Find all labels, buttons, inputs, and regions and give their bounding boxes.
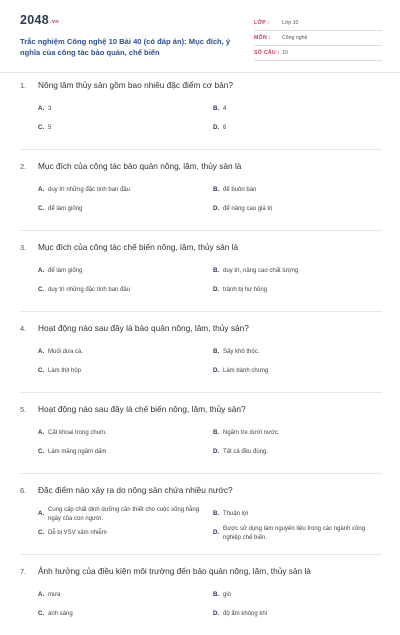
- option-text: gió: [223, 592, 232, 599]
- option-text: để làm giống: [48, 206, 83, 213]
- logo-main: 2048: [20, 13, 50, 27]
- option-text: để làm giống: [48, 268, 83, 275]
- question-header: [20, 80, 382, 91]
- option-letter: C.: [38, 610, 45, 618]
- question-header: [20, 242, 382, 253]
- answer-option[interactable]: [38, 424, 213, 443]
- answer-option[interactable]: [213, 119, 388, 138]
- site-logo[interactable]: [20, 13, 59, 27]
- question-divider: [20, 149, 382, 150]
- answer-option[interactable]: [213, 424, 388, 443]
- answer-option[interactable]: [213, 586, 388, 605]
- answer-options: [20, 343, 382, 381]
- page-title: Trắc nghiệm Công nghệ 10 Bài 40 (có đáp án): Mục đích, ý nghĩa của công tác bảo quản, chế biến: [20, 37, 231, 57]
- answer-option[interactable]: [213, 262, 388, 281]
- question-item: [20, 566, 382, 624]
- option-text: Thuận lợi: [223, 511, 249, 518]
- meta-label: SỐ CÂU :: [254, 50, 280, 56]
- option-letter: C.: [38, 124, 45, 132]
- option-text: duy trì những đặc tính ban đầu: [48, 287, 131, 294]
- option-text: tránh bị hư hỏng: [223, 287, 268, 294]
- question-text: Ảnh hưởng của điều kiện môi trường đến bảo quản nông, lâm, thủy sản là: [38, 566, 311, 576]
- option-text: 3: [48, 106, 52, 113]
- answer-option[interactable]: [213, 524, 388, 543]
- answer-option[interactable]: [213, 505, 388, 524]
- meta-row-class: [254, 16, 382, 31]
- question-divider: [20, 392, 382, 393]
- option-text: Ngâm tre dưới nước.: [223, 430, 280, 437]
- option-letter: D.: [213, 124, 220, 132]
- option-letter: B.: [213, 429, 220, 437]
- option-letter: A.: [38, 429, 45, 437]
- option-letter: C.: [38, 367, 45, 375]
- answer-option[interactable]: [213, 100, 388, 119]
- option-letter: D.: [213, 205, 220, 213]
- question-item: [20, 485, 382, 543]
- answer-options: [20, 100, 382, 138]
- question-number: 1.: [20, 81, 27, 90]
- meta-row-count: [254, 46, 382, 61]
- question-item: [20, 80, 382, 138]
- question-text: Mục đích của công tác chế biến nông, lâm, thủy sản là: [38, 242, 239, 252]
- answer-option[interactable]: [213, 200, 388, 219]
- option-letter: A.: [38, 348, 45, 356]
- answer-option[interactable]: [213, 343, 388, 362]
- answer-option[interactable]: [213, 362, 388, 381]
- question-item: [20, 404, 382, 462]
- option-text: Làm thịt hộp: [48, 368, 82, 375]
- option-letter: B.: [213, 591, 220, 599]
- option-text: Được sử dụng làm nguyên liệu trong các ngành công nghiệp chế biến.: [223, 526, 366, 541]
- meta-box: [254, 16, 382, 61]
- question-divider: [20, 554, 382, 555]
- option-letter: D.: [213, 367, 220, 375]
- option-letter: C.: [38, 529, 45, 537]
- option-text: 5: [48, 125, 52, 132]
- question-number: 4.: [20, 324, 27, 333]
- option-text: Làm bánh chưng: [223, 368, 269, 375]
- option-letter: B.: [213, 186, 220, 194]
- option-text: Muối dưa cà.: [48, 349, 84, 356]
- option-letter: D.: [213, 610, 220, 618]
- answer-option[interactable]: [213, 181, 388, 200]
- option-letter: D.: [213, 286, 220, 294]
- option-text: Cung cấp chất dinh dưỡng cần thiết cho cuộc sống hằng ngày của con người.: [48, 507, 200, 522]
- option-letter: B.: [213, 348, 220, 356]
- option-letter: A.: [38, 510, 45, 518]
- question-text: Mục đích của công tác bảo quản nông, lâm, thủy sản là: [38, 161, 242, 171]
- question-divider: [20, 311, 382, 312]
- answer-option[interactable]: [38, 262, 213, 281]
- meta-label: LỚP :: [254, 20, 270, 26]
- question-item: [20, 323, 382, 381]
- option-letter: A.: [38, 105, 45, 113]
- meta-value: Lớp 10: [282, 20, 299, 26]
- option-letter: C.: [38, 205, 45, 213]
- question-text: Hoạt động nào sau đây là chế biến nông, lâm, thủy sản?: [38, 404, 246, 414]
- question-item: [20, 242, 382, 300]
- question-number: 6.: [20, 486, 27, 495]
- question-header: [20, 485, 382, 496]
- option-text: độ ẩm không khí: [223, 611, 268, 618]
- logo-sub: .vn: [50, 19, 59, 25]
- question-text: Nông lâm thủy sản gồm bao nhiêu đặc điểm cơ bản?: [38, 80, 234, 90]
- option-letter: A.: [38, 591, 45, 599]
- option-letter: B.: [213, 267, 220, 275]
- option-text: mưa: [48, 592, 61, 599]
- option-text: 6: [223, 125, 227, 132]
- option-text: để nâng cao giá trị: [223, 206, 273, 213]
- question-divider: [20, 230, 382, 231]
- meta-label: MÔN :: [254, 35, 271, 41]
- question-header: [20, 566, 382, 577]
- question-number: 7.: [20, 567, 27, 576]
- answer-option[interactable]: [38, 100, 213, 119]
- answer-option[interactable]: [38, 119, 213, 138]
- option-letter: D.: [213, 529, 220, 537]
- question-number: 3.: [20, 243, 27, 252]
- meta-value: 10: [282, 50, 288, 56]
- option-text: Tất cả đều đúng.: [223, 449, 269, 456]
- answer-options: [20, 181, 382, 219]
- question-header: [20, 404, 382, 415]
- option-letter: A.: [38, 186, 45, 194]
- option-letter: A.: [38, 267, 45, 275]
- document-header: [20, 10, 382, 68]
- meta-row-subject: [254, 31, 382, 46]
- option-text: duy trì những đặc tính ban đầu: [48, 187, 131, 194]
- option-text: 4: [223, 106, 227, 113]
- answer-option[interactable]: [38, 362, 213, 381]
- option-text: ánh sáng: [48, 611, 73, 618]
- option-text: Sấy khô thóc.: [223, 349, 260, 356]
- question-header: [20, 323, 382, 334]
- option-letter: C.: [38, 286, 45, 294]
- meta-value: Công nghệ: [282, 35, 308, 41]
- answer-options: [20, 505, 382, 543]
- answer-option[interactable]: [38, 586, 213, 605]
- question-divider: [20, 473, 382, 474]
- answer-option[interactable]: [38, 505, 213, 524]
- answer-option[interactable]: [38, 200, 213, 219]
- option-text: Dễ bị VSV xâm nhiễm: [48, 530, 107, 537]
- option-letter: B.: [213, 510, 220, 518]
- option-letter: D.: [213, 448, 220, 456]
- answer-option[interactable]: [213, 281, 388, 300]
- answer-option[interactable]: [38, 343, 213, 362]
- option-letter: B.: [213, 105, 220, 113]
- answer-options: [20, 586, 382, 624]
- answer-option[interactable]: [213, 605, 388, 624]
- question-number: 5.: [20, 405, 27, 414]
- question-text: Đặc điểm nào xảy ra do nông sản chứa nhiều nước?: [38, 485, 233, 495]
- option-text: Cất khoai trong chum.: [48, 430, 107, 437]
- answer-option[interactable]: [213, 443, 388, 462]
- answer-options: [20, 424, 382, 462]
- question-list: [20, 80, 382, 635]
- option-text: Làm măng ngâm dấm: [48, 449, 107, 456]
- header-divider: [0, 72, 400, 73]
- question-header: [20, 161, 382, 172]
- answer-option[interactable]: [38, 181, 213, 200]
- question-item: [20, 161, 382, 219]
- answer-options: [20, 262, 382, 300]
- question-text: Hoạt động nào sau đây là bảo quản nông, lâm, thủy sản?: [38, 323, 249, 333]
- option-letter: C.: [38, 448, 45, 456]
- question-number: 2.: [20, 162, 27, 171]
- option-text: để buôn bán: [223, 187, 257, 194]
- answer-option[interactable]: [38, 281, 213, 300]
- answer-option[interactable]: [38, 605, 213, 624]
- answer-option[interactable]: [38, 524, 213, 543]
- answer-option[interactable]: [38, 443, 213, 462]
- option-text: duy trì, nâng cao chất lượng: [223, 268, 299, 275]
